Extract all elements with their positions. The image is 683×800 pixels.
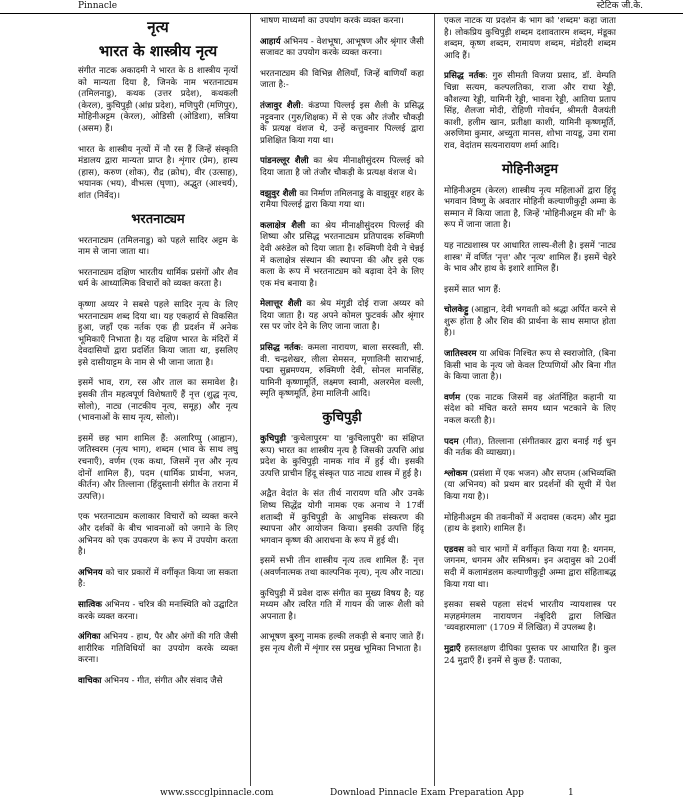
section-heading: मोहिनीअट्टम xyxy=(501,161,559,177)
term: प्रसिद्ध नर्तक xyxy=(444,71,485,82)
column-divider xyxy=(250,14,251,786)
section-heading: कुचिपुड़ी xyxy=(322,410,362,426)
term: सात्विक xyxy=(78,599,102,610)
term: एडवस xyxy=(444,544,464,555)
paragraph-text: : कंडप्पा पिल्लई इस शैली के प्रसिद्ध नट्टुवनार (गुरु/शिक्षक) में से एक और तंजौर चौकड़ी के प्रत्यक्ष वंशज थे, उन्हें कत्तुवनार पिल्लई द्वारा प्रशिक्षित किया गया था। xyxy=(260,100,424,146)
column-divider xyxy=(434,14,435,786)
page-footer xyxy=(0,786,683,800)
column-1 xyxy=(78,16,238,786)
paragraph: कृष्णा अय्यर ने सबसे पहले सादिर नृत्य के लिए भरतनाट्यम शब्द दिया था। यह एकहार्य से विकसित हुआ, जहाँ एक नर्तक एक ही प्रदर्शन में अनेक भूमिकाएँ निभाता है। यह दक्षिण भारत के मंदिरों में देवदासियों द्वारा प्रदर्शित किया जाता था, इसलिए इसे दासीयाट्टम के नाम से भी जाना जाता है। xyxy=(78,299,238,368)
paragraph xyxy=(260,37,424,60)
term: मुद्राएँ xyxy=(444,643,461,654)
paragraph: एकल नाटक या प्रदर्शन के भाग को 'शब्दम' कहा जाता है। लोकप्रिय कुचिपुड़ी शब्दम दशावतारम शब्दम, मंडूका शब्दम, कृष्ण शब्दम, रामायण शब्दम, मंडोदरी शब्दम आदि हैं। xyxy=(444,16,616,61)
term: चोलकेट्टु xyxy=(444,305,469,316)
term: प्रसिद्ध नर्तक xyxy=(260,343,301,354)
paragraph-text: या अधिक निश्चित रूप से स्वराजोति, (बिना किसी भाव के नृत्य जो केवल टिप्पणियों और बिना गीत के किया जाता है)। xyxy=(444,349,616,383)
paragraph: भरतनाट्यम दक्षिण भारतीय धार्मिक प्रसंगों और शैव धर्म के आध्यात्मिक विचारों को व्यक्त करता है। xyxy=(78,267,238,290)
paragraph-text: का निर्माण तमिलनाडु के वाझुवूर शहर के रामैया पिल्लई द्वारा किया गया था। xyxy=(260,188,424,211)
website-link[interactable]: www.ssccglpinnacle.com xyxy=(160,788,274,798)
term: जातिस्वरम xyxy=(444,349,477,360)
page-number: 1 xyxy=(568,788,574,798)
paragraph: इसमें सभी तीन शास्त्रीय नृत्य तत्व शामिल हैं: नृत्त (अवर्णनात्मक तथा काल्पनिक नृत्य), नृत्य और नाट्य। xyxy=(260,556,424,578)
term: वर्णम xyxy=(444,392,461,403)
paragraph: इसमें सात भाग हैं: xyxy=(444,284,501,295)
paragraph-text: : गुरु सीमती विजया प्रसाद, डॉ. वेम्पति चिन्ना सत्यम, कल्पलतिका, राजा और राधा रेड्डी, कौशल्या रेड्डी, यामिनी रेड्डी, भावना रेड्डी, आतिया प्रताप सिंह, शैलजा मोदी, रोहिणी गोवर्धन, श्रीमती वैजयंती काशी, हलीम खान, प्रतीक्षा काशी, यामिनी कृष्णमूर्ति, अरुणिमा कुमार, अच्युता मानस, शोभा नायडू, उमा रामा राव, वेदांतम सत्यनारायण शर्मा आदि। xyxy=(444,71,616,151)
paragraph: मोहिनीअट्टम की तकनीकों में अदावस (कदम) और मुद्रा (हाथ के इशारे) शामिल हैं। xyxy=(444,512,616,535)
paragraph: इसमें भाव, राग, रस और ताल का समावेश है। इसकी तीन महत्वपूर्ण विशेषताएँ हैं नृत्त (शुद्ध नृत्य, सोलो), नाट्य (नाटकीय नृत्य, समूह) और नृत्य (भावनाओं के साथ नृत्य, सोलो)। xyxy=(78,378,238,424)
app-promo: Download Pinnacle Exam Preparation App xyxy=(330,788,524,798)
section-heading: भरतनाट्यम xyxy=(131,211,185,227)
paragraph xyxy=(260,101,424,147)
term: मेलात्तूर शैली xyxy=(260,299,302,310)
paragraph-text: अभिनय - हाथ, पैर और अंगों की गति जैसी शारीरिक गतिविधियों का उपयोग करके व्यक्त करना। xyxy=(78,632,238,666)
paragraph xyxy=(78,600,238,623)
paragraph: भरतनाट्यम (तमिलनाडु) को पहले सादिर अट्टम के नाम से जाना जाता था। xyxy=(78,235,238,258)
paragraph-text: 'कुचेलापुरम' या 'कुचिलापुरी' का संक्षिप्त रूप) भारत का शास्त्रीय नृत्य है जिसकी उत्पत्ति आंध्र प्रदेश के कुचिपुड़ी नामक गांव में हुई थी। इसकी उत्पत्ति प्राचीन हिंदू संस्कृत पाठ नाट्य शास्त्र में हुई है। xyxy=(260,434,424,479)
term: पांडनल्लूर शैली xyxy=(260,156,309,167)
paragraph: मोहिनीअट्टम (केरल) शास्त्रीय नृत्य महिलाओं द्वारा हिंदू भगवान विष्णु के अवतार मोहिनी कल्याणीकुट्टी अम्मा के सम्मान में किया जाता है, जिन्हें 'मोहिनीअट्टम की माँ' के रूप में जाना जाता है। xyxy=(444,185,616,231)
paragraph xyxy=(78,632,238,667)
term: वाचिका xyxy=(78,675,102,686)
term: कलाक्षेत्र शैली xyxy=(260,220,306,231)
term: आहार्य xyxy=(260,36,281,47)
paragraph: कुचिपुड़ी में प्रवेश दारू संगीत का मुख्य विषय है; यह मध्यम और त्वरित गति में गायन की जारू शैली को अपनाता है। xyxy=(260,588,424,622)
paragraph-text: का श्रेय मंगुडी दोई राजा अय्यर को दिया जाता है। यह अपने कोमल फुटवर्क और श्रृंगार रस पर जोर देने के लिए जाना जाता है। xyxy=(260,299,424,333)
paragraph xyxy=(444,437,616,460)
paragraph-text: : कमला नारायण, बाला सरस्वती, सी. वी. चन्द्रशेखर, लीला सेमसन, मृणालिनी साराभाई, पद्मा सुब्रमण्यम, रुक्मिणी देवी, सोनल मानसिंह, यामिनी कृष्णामूर्ति, लक्ष्मण स्वामी, अलरमेल वल्ली, स्मृति कृष्णमूर्ति, हेमा मालिनी आदि। xyxy=(260,343,424,400)
term: वझुवुर शैली xyxy=(260,188,297,199)
paragraph xyxy=(78,676,238,688)
paragraph xyxy=(78,568,238,591)
paragraph: अद्वैत वेदांत के संत तीर्थ नारायण यति और उनके शिष्य सिद्धेंद्र योगी नामक एक अनाथ ने 17वीं शताब्दी में कुचिपुड़ी के आधुनिक संस्करण की स्थापना और आयोजन किया। इसकी उत्पत्ति हिंदू भगवान कृष्ण की आराधना के रूप में हुई थी। xyxy=(260,489,424,546)
paragraph xyxy=(444,469,616,504)
paragraph-text: को चार प्रकारों में वर्गीकृत किया जा सकता है: xyxy=(78,567,238,590)
paragraph: संगीत नाटक अकादमी ने भारत के 8 शास्त्रीय नृत्यों को मान्यता दिया है, जिनके नाम भरतनाट्यम (तमिलनाडु), कथक (उत्तर प्रदेश), कथकली (केरल), कुचिपुड़ी (आंध्र प्रदेश), मणिपुरी (मणिपुर), मोहिनीअट्टम (केरल), ओडिसी (ओडिशा), सत्रिया (असम) हैं। xyxy=(78,66,238,134)
term: तंजावुर शैली xyxy=(260,100,301,111)
column-3 xyxy=(444,16,616,786)
term: अभिनय xyxy=(78,567,103,578)
paragraph xyxy=(444,545,616,591)
paragraph: भरतनाट्यम की विभिन्न शैलियाँ, जिन्हें बाणियाँ कहा जाता है:- xyxy=(260,68,424,91)
paragraph-text: अभिनय - चरित्र की मनःस्थिति को उद्घाटित करके व्यक्त करना। xyxy=(78,599,238,622)
page-header xyxy=(0,0,683,14)
term: श्लोकम xyxy=(444,468,468,479)
paragraph: एक भरतनाट्यम कलाकार विचारों को व्यक्त करने और दर्शकों के बीच भावनाओं को जगाने के लिए अभिनय को एक उपकरण के रूप में उपयोग करता है। xyxy=(78,512,238,558)
term: पदम xyxy=(444,436,459,447)
paragraph xyxy=(260,299,424,334)
paragraph-text: को चार भागों में वर्गीकृत किया गया है: थगनम, जगनम, धगनम और समिश्रम। इन अदावुस को 20वीं सदी में कलामंडलम कल्याणीकुट्टी अम्मा द्वारा संहिताबद्ध किया गया था। xyxy=(444,544,616,590)
paragraph: आभूषण बुरुगु नामक हल्की लकड़ी से बनाए जाते हैं। इस नृत्य शैली में शृंगार रस प्रमुख भूमिका निभाता है। xyxy=(260,632,424,654)
paragraph-text: का श्रेय मीनाक्षीसुंदरम पिल्लई की शिष्या और प्रसिद्ध भरतनाट्यम प्रतिपादक रुक्मिणी देवी अरुंडेल को दिया जाता है। रुक्मिणी देवी ने चेन्नई में कलाक्षेत्र संस्थान की स्थापना की और इसे एक कला के रूप में भरतनाट्यम को बढ़ावा देने के लिए एक मंच बनाया है। xyxy=(260,220,424,289)
term: अंगिका xyxy=(78,632,101,643)
paragraph-text: अभिनय - वेशभूषा, आभूषण और श्रृंगार जैसी सजावट का उपयोग करके व्यक्त करना। xyxy=(260,36,424,59)
brand-name: Pinnacle xyxy=(78,1,118,11)
header-subject: स्टेटिक जी.के. xyxy=(596,1,643,11)
paragraph-text: हस्तलक्षण दीपिका पुस्तक पर आधारित हैं। कुल 24 मुद्राएँ हैं। इनमें से कुछ हैं: पताका, xyxy=(444,643,616,666)
paragraph: भारत के शास्त्रीय नृत्यों में नौ रस हैं जिन्हें संस्कृति मंडालय द्वारा मान्यता प्राप्त है। शृंगार (प्रेम), हास्य (हास), करुण (शोक), रौद्र (क्रोध), वीर (उत्साह), भयानक (भय), वीभत्स (घृणा), अद्भुत (आश्चर्य), शांत (निर्वेद)। xyxy=(78,144,238,201)
paragraph xyxy=(260,221,424,291)
term: कुचिपुड़ी xyxy=(260,434,286,445)
paragraph xyxy=(444,393,616,428)
paragraph-text: (एक नाटक जिसमें वह अंतर्निहित कहानी या संदेश को मंचित करते समय ध्यान भटकाने के लिए नकल करती है)। xyxy=(444,392,616,427)
paragraph: इसका सबसे पहला संदर्भ भारतीय न्यायशास्त्र पर मज़हमंगलम नारायणन नंबूदिरी द्वारा लिखित 'व्यवहारमाला' (1709 में लिखित) में उपलब्ध है। xyxy=(444,600,616,634)
paragraph: इसमें छह भाग शामिल हैं: अलारिप्पु (आह्वान), जतिस्वरम (नृत्य भाग), शब्दम (भाव के साथ लघु रचनाएँ), वर्णम (एक कथा, जिसमें नृत्त और नृत्य दोनों शामिल हैं), पदम (धार्मिक प्रार्थना, भजन, कीर्तन) और तिल्लाना (हिंदुस्तानी संगीत के तराना में उत्पत्ति)। xyxy=(78,433,238,502)
paragraph xyxy=(444,349,616,384)
paragraph xyxy=(444,71,616,152)
paragraph xyxy=(260,434,424,480)
paragraph-text: अभिनय - गीत, संगीत और संवाद जैसे xyxy=(104,675,223,686)
paragraph-text: (आह्वान, देवी भगवती को श्रद्धा अर्पित करने से शुरू होता है और शिव की प्रार्थना के साथ समाप्त होता है)। xyxy=(444,305,616,339)
paragraph xyxy=(444,644,616,667)
paragraph xyxy=(260,189,424,212)
paragraph xyxy=(444,305,616,340)
column-2 xyxy=(260,16,424,786)
paragraph xyxy=(260,343,424,401)
paragraph: यह नाट्यशास्त्र पर आधारित लास्य-शैली है। इसमें 'नाट्य शास्त्र' में वर्णित 'नृत्त' और 'नृत्य' शामिल हैं। इसमें चेहरे के भाव और हाथ के इशारे शामिल हैं। xyxy=(444,240,616,275)
paragraph-text: (प्रसंशा में एक भजन) और सप्तम (अभिव्यक्ति (या अभिनय) को प्रथम बार प्रदर्शनों की सूची में पेश किया गया है)। xyxy=(444,468,616,502)
section-title: भारत के शास्त्रीय नृत्य xyxy=(98,42,218,60)
paragraph-text: का श्रेय मीनाक्षीसुंदरम पिल्लई को दिया जाता है जो तंजौर चौकड़ी के प्रत्यक्ष वंशज थे। xyxy=(260,156,424,178)
paragraph: भाषण माध्यमों का उपयोग करके व्यक्त करना। xyxy=(260,16,404,26)
paragraph-text: (गीत), तिल्लाना (संगीतकार द्वारा बनाई गई धुन की नर्तक की व्याख्या)। xyxy=(444,436,616,459)
paragraph xyxy=(260,156,424,179)
page-title: नृत्य xyxy=(147,18,169,36)
